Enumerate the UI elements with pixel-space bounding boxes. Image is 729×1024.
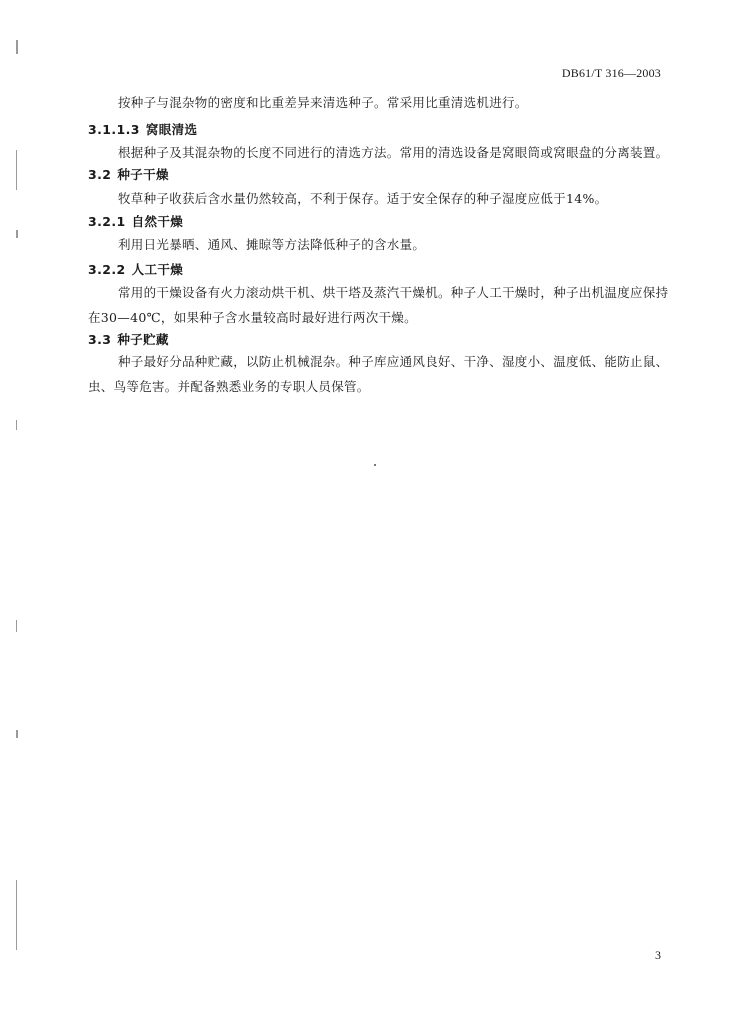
section-title: 自然干燥	[131, 214, 184, 229]
paragraph: 利用日光暴晒、通风、摊晾等方法降低种子的含水量。	[118, 237, 426, 252]
section-number: 3.2	[88, 167, 112, 182]
section-title: 种子贮藏	[117, 332, 169, 347]
section-heading	[88, 260, 183, 278]
paragraph: 根据种子及其混杂物的长度不同进行的清选方法。常用的清选设备是窝眼筒或窝眼盘的分离装置。	[118, 145, 669, 160]
binding-mark	[16, 40, 18, 54]
paragraph: 按种子与混杂物的密度和比重差异来清选种子。常采用比重清选机进行。	[118, 95, 528, 110]
section-number: 3.3	[88, 332, 112, 347]
binding-mark	[16, 230, 18, 238]
scan-speck	[374, 464, 376, 466]
section-heading	[88, 212, 183, 230]
section-heading	[88, 330, 169, 348]
document-code: DB61/T 316—2003	[561, 66, 661, 80]
paragraph: 常用的干燥设备有火力滚动烘干机、烘干塔及蒸汽干燥机。种子人工干燥时，种子出机温度应保持在30—40℃，如果种子含水量较高时最好进行两次干燥。	[88, 285, 669, 325]
section-number: 3.1.1.3	[88, 122, 140, 137]
binding-mark	[16, 620, 17, 632]
page-number: 3	[655, 948, 661, 962]
binding-mark	[16, 730, 18, 738]
paragraph: 种子最好分品种贮藏，以防止机械混杂。种子库应通风良好、干净、湿度小、温度低、能防止鼠、虫、鸟等危害。并配备熟悉业务的专职人员保管。	[88, 354, 669, 394]
section-title: 人工干燥	[131, 262, 184, 277]
section-heading	[88, 120, 197, 138]
section-title: 窝眼清选	[145, 122, 198, 137]
section-title: 种子干燥	[117, 167, 169, 182]
binding-mark	[16, 150, 17, 190]
section-number: 3.2.1	[88, 214, 126, 229]
paragraph: 牧草种子收获后含水量仍然较高，不利于保存。适于安全保存的种子湿度应低于14%。	[118, 191, 608, 206]
section-number: 3.2.2	[88, 262, 126, 277]
section-heading	[88, 165, 169, 183]
binding-mark	[16, 880, 17, 950]
binding-mark	[16, 420, 17, 430]
